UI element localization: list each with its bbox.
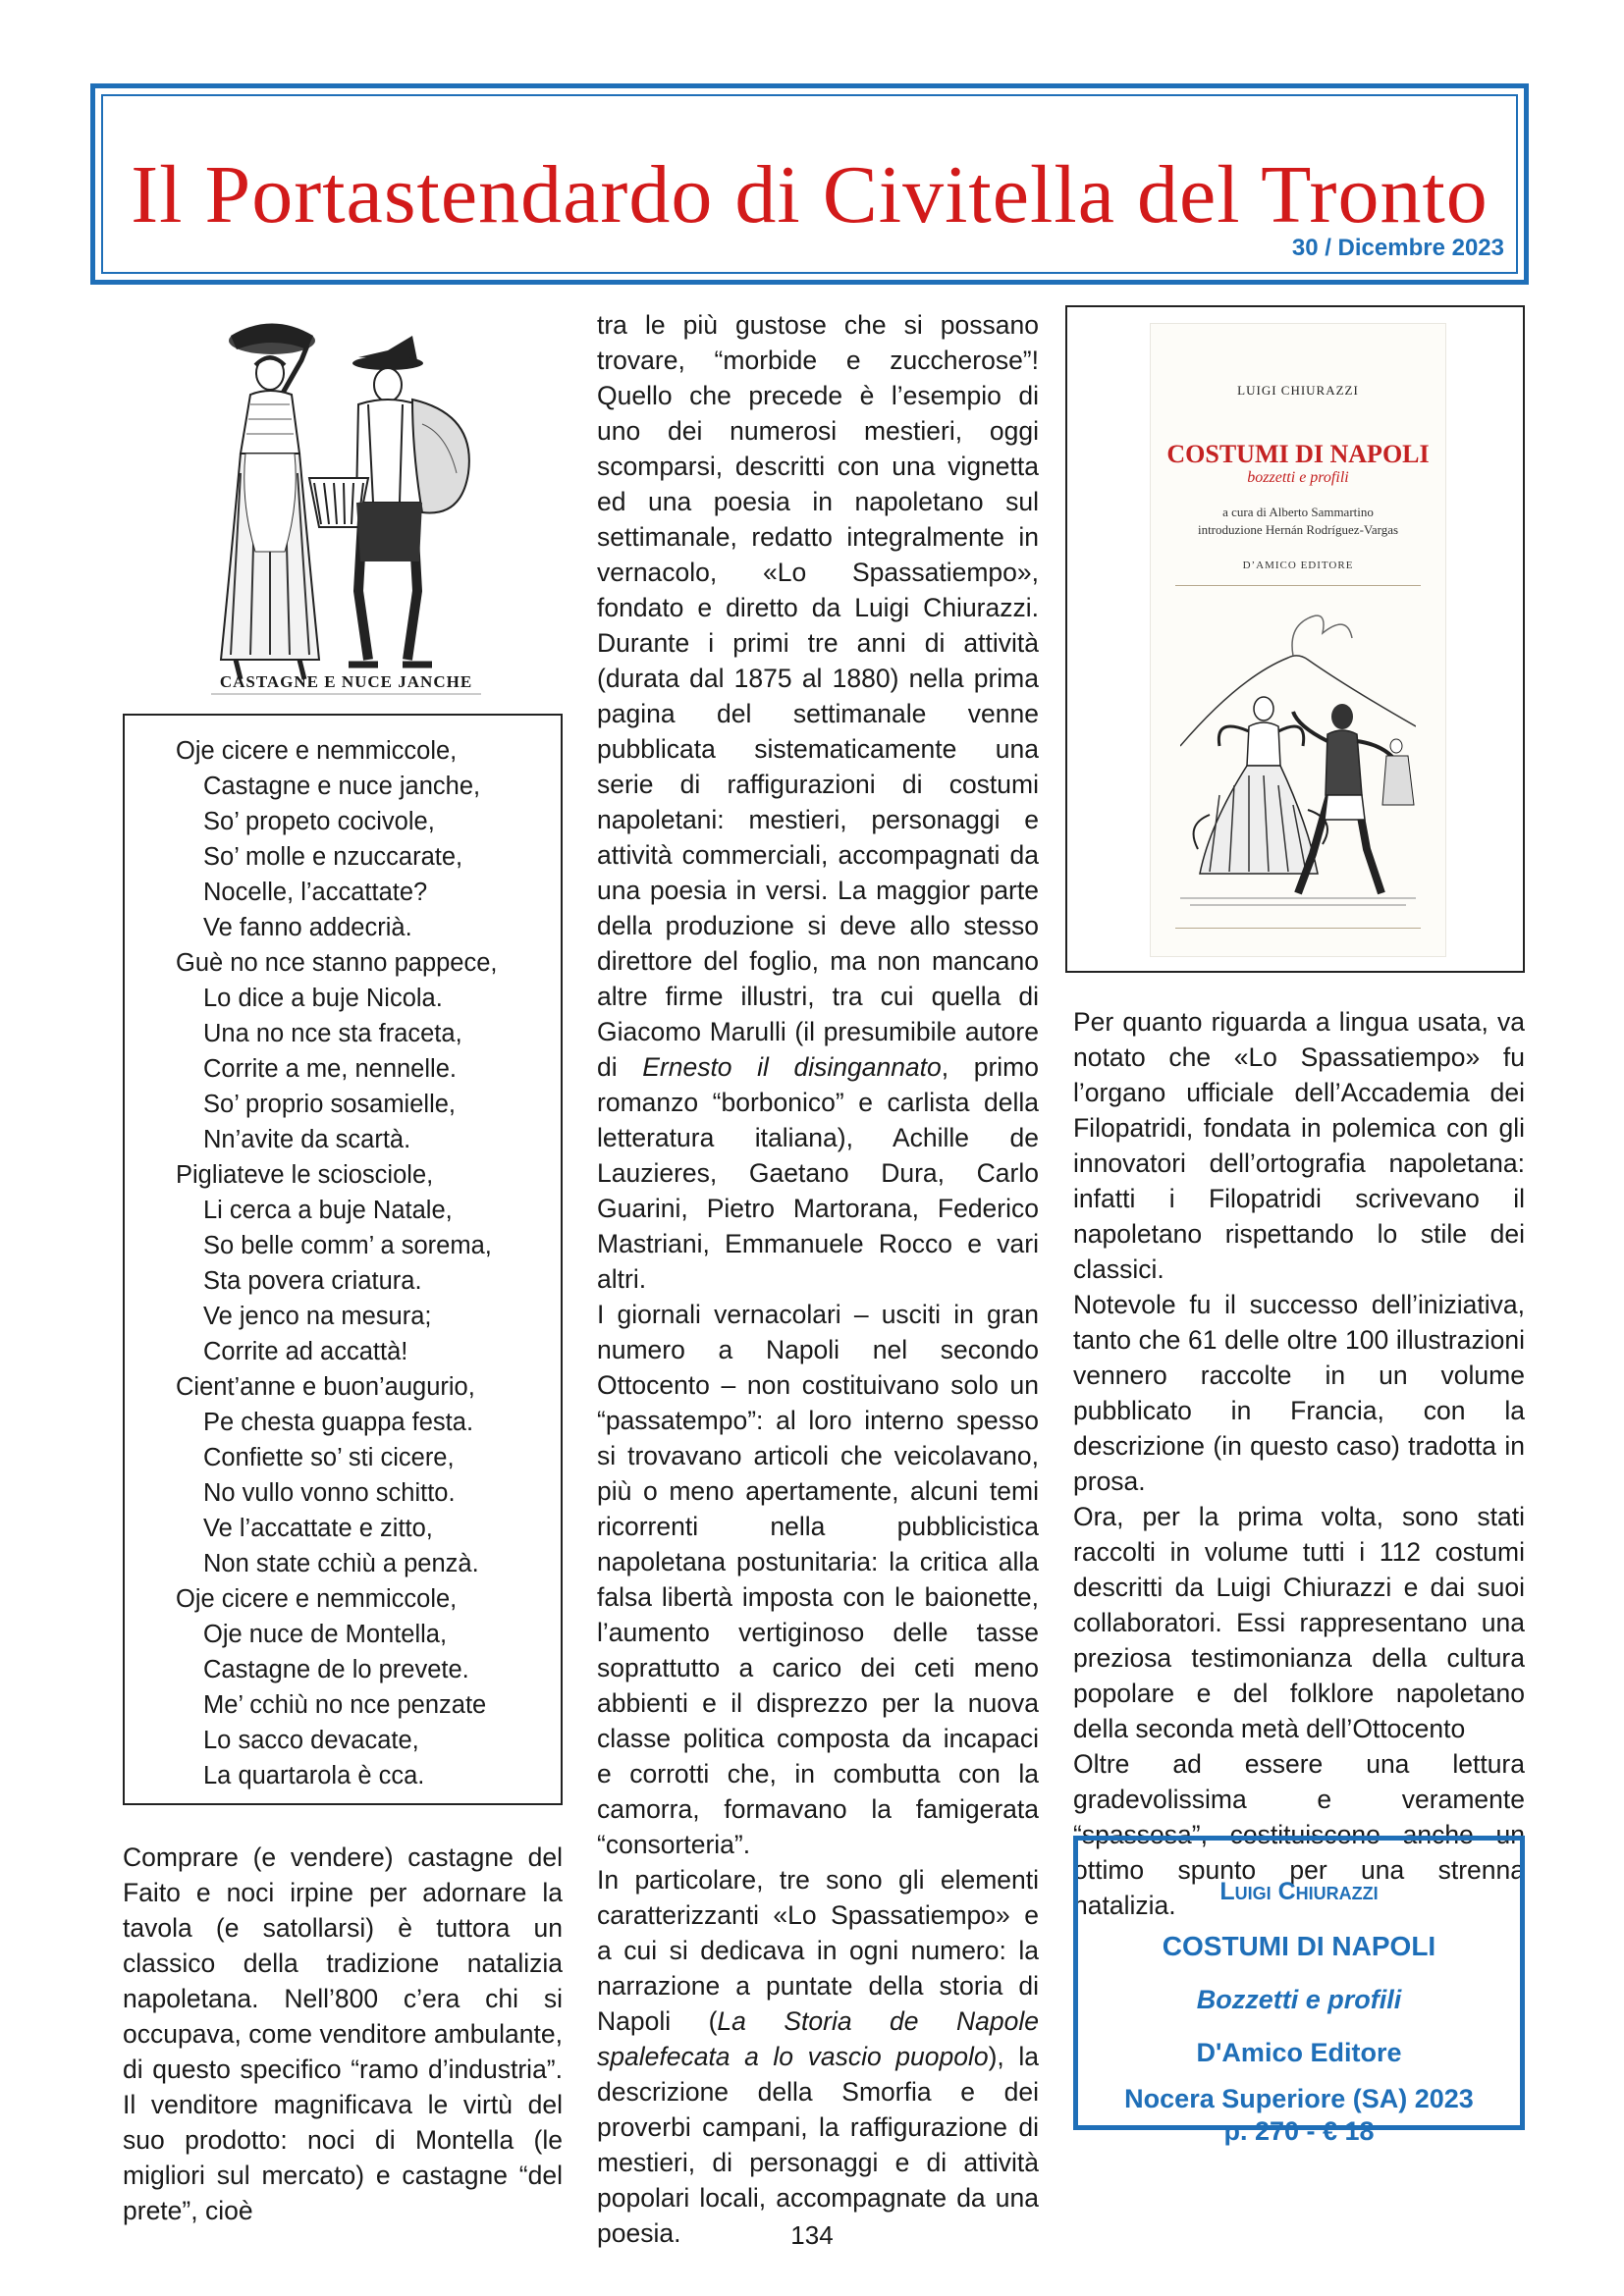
column-3-text xyxy=(1073,1004,1525,1923)
poem-line: Li cerca a buje Natale, xyxy=(203,1197,453,1224)
book-place-year: Nocera Superiore (SA) 2023 xyxy=(1124,2084,1474,2113)
paragraph: In particolare, tre sono gli elementi caratterizzanti «Lo Spassatiempo» e a cui si dedicava in ogni numero: la narrazione a puntate della storia di Napoli (La Storia de Napole spalefecata a lo vascio puopolo), la descrizione della Smorfia e dei proverbi campani, la raffigurazione di mestieri, di personaggi e di attività popolari locali, accompagnate da una poesia. xyxy=(597,1865,1039,2248)
poem-line: So’ propeto cocivole, xyxy=(203,808,435,835)
book-subtitle: Bozzetti e profili xyxy=(1196,1985,1402,2014)
poem-line: Ve fanno addecrià. xyxy=(203,914,412,941)
column-1-text xyxy=(123,1840,563,2228)
poem-line: So’ proprio sosamielle, xyxy=(203,1091,457,1118)
book-publisher: D'Amico Editore xyxy=(1196,2038,1402,2067)
poem-line: Sta povera criatura. xyxy=(203,1267,422,1295)
poem xyxy=(176,733,498,1793)
poem-line: Guè no nce stanno pappece, xyxy=(176,949,498,977)
book-pages-price: p. 270 - € 18 xyxy=(1223,2116,1375,2146)
paragraph: Comprare (e vendere) castagne del Faito e noci irpine per adornare la tavola (e satollarsi) è tuttora un classico della tradizione natalizia napoletana. Nell’800 c’era chi si occupava, come venditore ambulante, di questo specifico “ramo d’industria”. Il venditore magnificava le virtù del suo prodotto: noci di Montella (le migliori sul mercato) e castagne “del prete”, cioè xyxy=(123,1842,563,2225)
book-info-box xyxy=(1073,1836,1525,2146)
poem-line: Non state cchiù a penzà. xyxy=(203,1550,479,1577)
poem-line: Oje cicere e nemmiccole, xyxy=(176,1585,458,1613)
poem-line: Nocelle, l’accattate? xyxy=(203,879,428,906)
cover-author: LUIGI CHIURAZZI xyxy=(1237,383,1359,398)
paragraph: I giornali vernacolari – usciti in gran numero a Napoli nel secondo Ottocento – non costituivano solo un “passatempo”: al loro interno spesso si trovavano articoli che veicolavano, più o meno apertamente, alcuni temi ricorrenti nella pubblicistica napoletana postunitaria: la critica alla falsa libertà imposta con le baionette, l’aumento vertiginoso delle tasse soprattutto a carico dei ceti meno abbienti e il disprezzo per la nuova classe politica composta da incapaci e corrotti che, in combutta con la camorra, formavano la famigerata “consorteria”. xyxy=(597,1300,1039,1859)
poem-line: Ve jenco na mesura; xyxy=(203,1303,432,1330)
column-2-text xyxy=(597,307,1039,2251)
cover-bottom-divider xyxy=(1175,928,1421,929)
cover-title: COSTUMI DI NAPOLI xyxy=(1166,440,1430,468)
book-title-italic: Ernesto il disingannato xyxy=(642,1052,942,1082)
poem-line: Castagne e nuce janche, xyxy=(203,773,481,800)
poem-line: Corrite ad accattà! xyxy=(203,1338,408,1365)
poem-line: Oje cicere e nemmiccole, xyxy=(176,737,458,765)
illustration-caption: CASTAGNE E NUCE JANCHE xyxy=(219,672,473,691)
poem-line: So belle comm’ a sorema, xyxy=(203,1232,492,1259)
issue-date: 30 / Dicembre 2023 xyxy=(1291,235,1504,261)
book-author: Luigi Chiurazzi xyxy=(1219,1878,1379,1905)
magazine-title: Il Portastendardo di Civitella del Tronto xyxy=(131,149,1489,240)
paragraph: tra le più gustose che si possano trovare, “morbide e zuccherose”! Quello che precede è l’esempio di uno dei numerosi mestieri, oggi scomparsi, descritti con una vignetta ed una poesia in napoletano sul settimanale, redatto integralmente in vernacolo, «Lo Spassatiempo», fondato e diretto da Luigi Chiurazzi. Durante i primi tre anni di attività (durata dal 1875 al 1880) nella prima pagina del settimanale venne pubblicata sistematicamente una serie di raffigurazioni di costumi napoletani: mestieri, personaggi e attività commerciali, accompagnati da una poesia in versi. La maggior parte della produzione si deve allo stesso direttore del foglio, ma non mancano altre firme illustri, tra cui quella di Giacomo Marulli (il presumibile autore di Ernesto il disingannato, primo romanzo “borbonico” e carlista della letteratura italiana), Achille de Lauzieres, Gaetano Dura, Carlo Guarini, Pietro Martorana, Federico Mastriani, Emmanuele Rocco e vari altri. xyxy=(597,310,1039,1294)
poem-line: Corrite a me, nennelle. xyxy=(203,1055,457,1083)
poem-line: Lo dice a buje Nicola. xyxy=(203,985,443,1012)
masthead xyxy=(90,83,1529,285)
poem-box xyxy=(123,714,563,1805)
cover-intro: introduzione Hernán Rodríguez-Vargas xyxy=(1197,522,1399,537)
poem-line: La quartarola è cca. xyxy=(203,1762,425,1789)
poem-line: Pigliateve le sciosciole, xyxy=(176,1161,434,1189)
cover-divider xyxy=(1175,585,1421,586)
cover-subtitle: bozzetti e profili xyxy=(1247,469,1349,486)
masthead-inner-border xyxy=(101,94,1518,274)
book-cover xyxy=(1151,324,1445,956)
poem-line: So’ molle e nzuccarate, xyxy=(203,843,463,871)
poem-line: Pe chesta guappa festa. xyxy=(203,1409,474,1436)
page-number: 134 xyxy=(790,2220,834,2250)
paragraph: Ora, per la prima volta, sono stati raccolti in volume tutti i 112 costumi descritti da Luigi Chiurazzi e dai suoi collaboratori. Essi rappresentano una preziosa testimonianza della cultura popolare e del folklore napoletano della seconda metà dell’Ottocento xyxy=(1073,1502,1525,1743)
poem-line: Ve l’accattate e zitto, xyxy=(203,1515,433,1542)
paragraph: Notevole fu il successo dell’iniziativa, tanto che 61 delle oltre 100 illustrazioni vennero raccolte in un volume pubblicato in Francia, con la descrizione (in questo caso) tradotta in prosa. xyxy=(1073,1290,1525,1496)
poem-line: Cient’anne e buon’augurio, xyxy=(176,1373,475,1401)
poem-line: Una no nce sta fraceta, xyxy=(203,1020,462,1047)
poem-line: Oje nuce de Montella, xyxy=(203,1621,448,1648)
chestnut-vendors-illustration xyxy=(211,306,481,704)
poem-line: Lo sacco devacate, xyxy=(203,1727,419,1754)
series-title-italic: La Storia de Napole spalefecata a lo vascio puopolo xyxy=(597,2006,1039,2071)
cover-dancers-illustration xyxy=(1180,599,1416,923)
poem-line: Me’ cchiù no nce penzate xyxy=(203,1691,487,1719)
poem-line: No vullo vonno schitto. xyxy=(203,1479,456,1507)
book-cover-frame xyxy=(1065,305,1525,973)
cover-curator: a cura di Alberto Sammartino xyxy=(1222,505,1374,519)
poem-line: Castagne de lo prevete. xyxy=(203,1656,469,1683)
poem-line: Nn’avite da scartà. xyxy=(203,1126,411,1153)
poem-line: Confiette so’ sti cicere, xyxy=(203,1444,455,1471)
paragraph: Per quanto riguarda a lingua usata, va notato che «Lo Spassatiempo» fu l’organo ufficiale dell’Accademia dei Filopatridi, fondata in polemica con gli innovatori dell’ortografia napoletana: infatti i Filopatridi scrivevano il napoletano rispettando lo stile dei classici. xyxy=(1073,1007,1525,1284)
paragraph: Oltre ad essere una lettura gradevolissima e veramente “spassosa”, costituiscono anche un ottimo spunto per una strenna natalizia. xyxy=(1073,1749,1525,1920)
book-title: COSTUMI DI NAPOLI xyxy=(1162,1931,1436,1961)
cover-publisher: D’AMICO EDITORE xyxy=(1242,560,1354,571)
